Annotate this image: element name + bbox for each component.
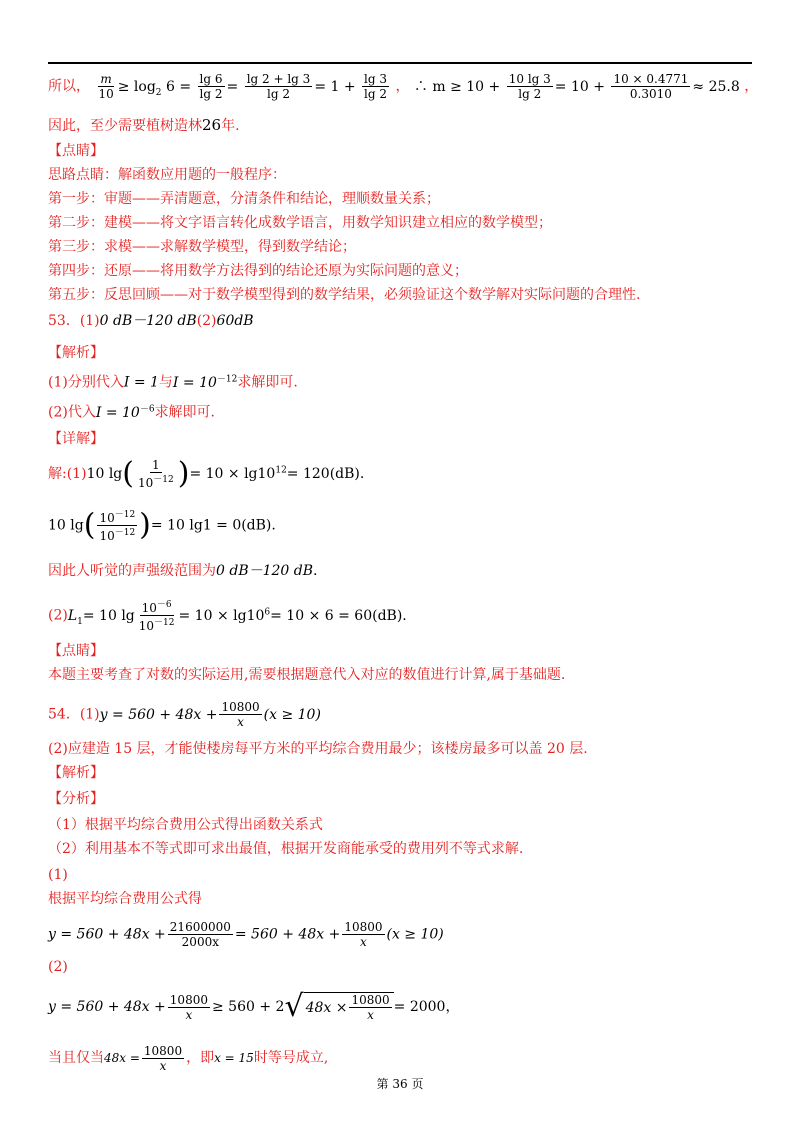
answer-54-part1: 54．(1)y = 560 + 48x + $\frac{10800}{x}$ (x ≥ 10) [48, 700, 321, 729]
summary-text: 本题主要考查了对数的实际运用,需要根据题意代入对应的数值进行计算,属于基础题. [48, 667, 566, 683]
step-5: 第五步：反思回顾——对于数学模型得到的数学结果，必须验证这个数学解对实际问题的合理性. [48, 287, 641, 303]
heading-dianjing-1: 【点睛】 [48, 143, 104, 159]
comma: ， [395, 78, 410, 95]
part-2-label: (2) [48, 959, 68, 975]
range-conclusion: 因此人听觉的声强级范围为0 dB－120 dB. [48, 563, 318, 579]
solution-line-1: 所以， $\frac{m}{10}$ ≥ $\log_2 6$ = $\frac{\lg 6}{\lg 2}$ = $\frac{\lg 2 + \lg 3}{\lg 2}$ = 1 + $\frac{\lg 3}{\lg 2}$ ， ∴ m ≥ 10 + $\frac{10 \lg 3}{\lg 2}$ = 10 + $\frac{10 \times 0.4771}{0.3010}$ ≈ 25.8 ， [48, 72, 759, 101]
header-rule [48, 62, 752, 64]
step-1: 第一步：审题——弄清题意，分清条件和结论，理顺数量关系； [48, 191, 440, 207]
step-4: 第四步：还原——将用数学方法得到的结论还原为实际问题的意义； [48, 263, 468, 279]
equality-condition: 当且仅当48x = $\frac{10800}{x}$ ，即x = 15时等号成立, [48, 1044, 329, 1073]
analysis-step-1: （1）根据平均综合费用公式得出函数关系式 [48, 817, 323, 833]
fraction-lg2lg3-lg2: $\frac{\lg 2 + \lg 3}{\lg 2}$ [246, 72, 311, 101]
detail-eq-2: 10 lg( $\frac{10^{-12}}{10^{-12}}$ )= 10 lg1 = 0(dB). [48, 507, 276, 543]
analysis-step-2: （2）利用基本不等式即可求出最值，根据开发商能承受的费用列不等式求解. [48, 841, 524, 857]
fraction-lg3-lg2: $\frac{\lg 3}{\lg 2}$ [364, 72, 388, 101]
page-number: 第 36 页 [376, 1077, 424, 1091]
answer-53-part1: 0 dB－120 dB [99, 313, 197, 329]
heading-xiangjie: 【详解】 [48, 431, 104, 447]
fraction-numeric: $\frac{10 \times 0.4771}{0.3010}$ [613, 72, 689, 101]
detail-eq-1: 解:(1)10 lg( $\frac{1}{10^{-12}}$ )= $10 \times \lg 10^{12}= 120(dB)$. [48, 456, 365, 491]
analysis-line-2: (2)代入$I = 10^{-6}$求解即可. [48, 404, 216, 421]
fraction-m-10: $\frac{m}{10}$ [98, 72, 114, 101]
analysis-line-1: (1)分别代入I = 1与$I = 10^{-12}$求解即可. [48, 374, 298, 391]
text-line: 思路点睛：解函数应用题的一般程序： [48, 167, 286, 183]
heading-jiexi-2: 【解析】 [48, 765, 104, 781]
heading-jiexi-1: 【解析】 [48, 345, 104, 361]
conclusion-line: 因此，至少需要植树造林26年. [48, 116, 240, 134]
text-prefix: 所以， [48, 78, 90, 95]
answer-53: 53．(1)0 dB－120 dB(2)60dB [48, 313, 254, 329]
sqrt-symbol: √ 48x × $\frac{10800}{x}$ [284, 992, 393, 1022]
years-value: 26 [202, 116, 222, 134]
detail-eq-3: $(2)L_1= 10$ lg $\frac{10^{-6}}{10^{-12}}$ = $10 \times \lg 10^6= 10 \times 6 = 60(dB)$. [48, 600, 407, 633]
heading-fenxi: 【分析】 [48, 791, 104, 807]
step-2: 第二步：建模——将文字语言转化成数学语言，用数学知识建立相应的数学模型； [48, 215, 552, 231]
part-1-label: (1) [48, 867, 68, 883]
answer-54-part2: (2)应建造 15 层，才能使楼房每平方米的平均综合费用最少；该楼房最多可以盖 20 层. [48, 741, 588, 757]
formula-y-2: y = 560 + 48x + $\frac{10800}{x}$ ≥ 560 + 2 √ 48x × $\frac{10800}{x}$ = 2000， [48, 989, 460, 1024]
part-1-text: 根据平均综合费用公式得 [48, 891, 202, 907]
heading-dianjing-2: 【点睛】 [48, 643, 104, 659]
answer-53-part2: 60dB [216, 313, 254, 329]
formula-y-1: y = 560 + 48x + $\frac{21600000}{2000x}$ = 560 + 48x + $\frac{10800}{x}$ (x ≥ 10) [48, 920, 444, 949]
step-3: 第三步：求模——求解数学模型，得到数学结论； [48, 239, 356, 255]
fraction-10lg3-lg2: $\frac{10 \lg 3}{\lg 2}$ [508, 72, 551, 101]
fraction-lg6-lg2: $\frac{\lg 6}{\lg 2}$ [199, 72, 223, 101]
